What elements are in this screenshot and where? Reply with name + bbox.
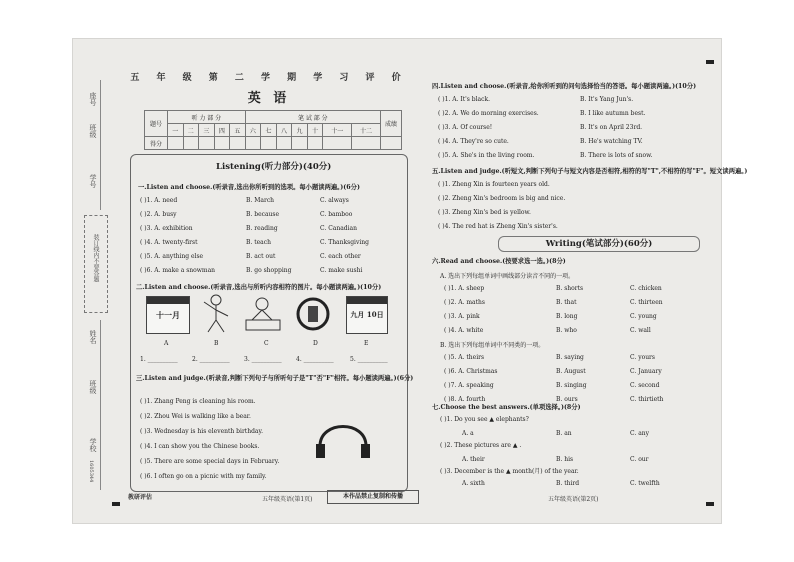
score-cell: 十一: [323, 124, 352, 137]
page-number-2: 五年级英语(第2页): [548, 496, 599, 503]
s6-q1-b: B. shorts: [556, 285, 584, 292]
score-cell: 得分: [145, 137, 168, 150]
score-input-3[interactable]: [199, 137, 215, 150]
s6-q2-c: C. thirteen: [630, 299, 663, 306]
calendar-label: 十一月: [156, 310, 180, 320]
s6-q3-c: C. young: [630, 313, 657, 320]
calendar-september-image: [346, 296, 388, 334]
s5-q2[interactable]: ( )2. Zheng Xin's bedroom is big and nice.: [438, 195, 566, 202]
s7-q1-a: A. a: [462, 430, 474, 437]
side-label-class2: 班级: [89, 380, 97, 394]
score-cell: 十: [307, 124, 323, 137]
section-1-heading: 一.Listen and choose.(听录音,选出你所听到的选项。每小题读两遍。)(6分): [138, 184, 360, 191]
s4-q1[interactable]: ( )1. A. It's black.: [438, 96, 491, 103]
pic-letter-b: B: [214, 340, 219, 347]
s6-q8[interactable]: ( )8. A. fourth: [444, 396, 486, 403]
score-cell: 四: [214, 124, 230, 137]
s1-q1-b: B. March: [246, 197, 275, 204]
score-input-2[interactable]: [183, 137, 199, 150]
score-cell: 五: [230, 124, 246, 137]
score-input-8[interactable]: [276, 137, 292, 150]
score-input-12[interactable]: [352, 137, 381, 150]
s4-q2[interactable]: ( )2. A. We do morning exercises.: [438, 110, 539, 117]
s6-q2[interactable]: ( )2. A. maths: [444, 299, 485, 306]
side-divider: [100, 320, 101, 490]
s7-q3[interactable]: ( )3. December is the ▲ month(月) of the year.: [440, 468, 579, 475]
s6-q4-c: C. wall: [630, 327, 651, 334]
s6-q2-b: B. that: [556, 299, 577, 306]
s1-q4-c: C. Thanksgiving: [320, 239, 369, 246]
score-input-11[interactable]: [323, 137, 352, 150]
s6-q6-b: B. August: [556, 368, 586, 375]
score-input-5[interactable]: [230, 137, 246, 150]
s6-q7-c: C. second: [630, 382, 660, 389]
pic-letter-e: E: [364, 340, 369, 347]
answer-blank-2[interactable]: 2. __________: [192, 356, 230, 363]
s6-q6-c: C. January: [630, 368, 662, 375]
s5-q3[interactable]: ( )3. Zheng Xin's bed is yellow.: [438, 209, 531, 216]
no-sign-image: [296, 296, 330, 332]
side-label-school: 学校: [89, 438, 97, 452]
s7-q2-b: B. his: [556, 456, 574, 463]
headphones-icon: [312, 414, 374, 464]
registration-mark: [706, 502, 714, 506]
score-cell: 一: [168, 124, 184, 137]
calendar-november-image: [146, 296, 190, 334]
registration-mark: [112, 502, 120, 506]
section-5-heading: 五.Listen and judge.(听短文,判断下列句子与短文内容是否相符,相符的写"T",不相符的写"F"。短文读两遍。): [432, 168, 748, 175]
score-table: [144, 110, 402, 150]
s5-q4[interactable]: ( )4. The red hat is Zheng Xin's sister's.: [438, 223, 558, 230]
seal-box: [84, 215, 108, 313]
score-cell: 十二: [352, 124, 381, 137]
score-cell: 听 力 部 分: [168, 111, 246, 124]
s6-q3[interactable]: ( )3. A. pink: [444, 313, 480, 320]
s1-q3-c: C. Canadian: [320, 225, 358, 232]
section-3-heading: 三.Listen and judge.(听录音,判断下列句子与所听句子是"T"否"F"相符。每小题读两遍。)(6分): [136, 375, 414, 382]
s7-q3-b: B. third: [556, 480, 580, 487]
answer-blank-5[interactable]: 5. __________: [350, 356, 388, 363]
registration-mark: [706, 60, 714, 64]
s1-q3[interactable]: ( )3. A. exhibition: [140, 225, 193, 232]
writing-title: Writing(笔试部分)(60分): [498, 236, 700, 252]
s7-q1-b: B. an: [556, 430, 572, 437]
header: [130, 70, 408, 106]
score-input-10[interactable]: [307, 137, 323, 150]
s1-q4-b: B. teach: [246, 239, 271, 246]
s3-q1[interactable]: ( )1. Zhang Peng is cleaning his room.: [140, 398, 256, 405]
s7-q1[interactable]: ( )1. Do you see ▲ elephants?: [440, 416, 529, 423]
s1-q6[interactable]: ( )6. A. make a snowman: [140, 267, 216, 274]
s6-q7-b: B. singing: [556, 382, 587, 389]
s4-q5[interactable]: ( )5. A. She's in the living room.: [438, 152, 535, 159]
section-4-heading: 四.Listen and choose.(听录音,给你所听到的问句选择恰当的答语。每小题读两遍。)(10分): [432, 83, 697, 90]
score-cell: 七: [261, 124, 277, 137]
pic-letter-d: D: [313, 340, 318, 347]
subject-title: 英 语: [247, 91, 291, 106]
s4-q5-b: B. There is lots of snow.: [580, 152, 653, 159]
s3-q4[interactable]: ( )4. I can show you the Chinese books.: [140, 443, 260, 450]
s4-q3[interactable]: ( )3. A. Of course!: [438, 124, 493, 131]
s1-q6-b: B. go shopping: [246, 267, 292, 274]
page-number-1: 五年级英语(第1页): [262, 496, 313, 503]
s6-q4[interactable]: ( )4. A. white: [444, 327, 484, 334]
s1-q5[interactable]: ( )5. A. anything else: [140, 253, 204, 260]
s6-q4-b: B. who: [556, 327, 577, 334]
s1-q3-b: B. reading: [246, 225, 278, 232]
s1-q4[interactable]: ( )4. A. twenty-first: [140, 239, 198, 246]
s7-q1-c: C. any: [630, 430, 650, 437]
score-cell: 成绩: [381, 111, 402, 137]
exam-title: 五 年 级 第 二 学 期 学 习 评 价: [130, 73, 408, 83]
s6-q5[interactable]: ( )5. A. theirs: [444, 354, 485, 361]
s6-part-b-instruction: B. 选出下列每组单词中不同类的一项。: [440, 342, 545, 349]
score-cell: 二: [183, 124, 199, 137]
s7-q3-a: A. sixth: [462, 480, 485, 487]
s6-q1[interactable]: ( )1. A. sheep: [444, 285, 485, 292]
answer-blank-3[interactable]: 3. __________: [244, 356, 282, 363]
side-code: 1605344: [88, 460, 94, 483]
score-cell: 九: [292, 124, 308, 137]
s1-q5-c: C. each other: [320, 253, 361, 260]
s4-q2-b: B. I like autumn best.: [580, 110, 646, 117]
score-input-4[interactable]: [214, 137, 230, 150]
student-reading-image: [240, 294, 286, 336]
s1-q1-c: C. always: [320, 197, 349, 204]
s3-q5[interactable]: ( )5. There are some special days in February.: [140, 458, 280, 465]
s6-q1-c: C. chicken: [630, 285, 662, 292]
s5-q1[interactable]: ( )1. Zheng Xin is fourteen years old.: [438, 181, 550, 188]
s6-q7[interactable]: ( )7. A. speaking: [444, 382, 494, 389]
section-6-heading: 六.Read and choose.(按要求选一选。)(8分): [432, 258, 566, 265]
calendar-label: 九月 10日: [350, 310, 384, 319]
score-cell: 三: [199, 124, 215, 137]
s6-part-a-instruction: A. 选出下列每组单词中画线部分读音不同的一项。: [440, 273, 575, 280]
s4-q4-b: B. He's watching TV.: [580, 138, 643, 145]
brand-footer: 教研评估: [128, 494, 153, 501]
pic-letter-a: A: [164, 340, 169, 347]
s3-q3[interactable]: ( )3. Wednesday is his eleventh birthday.: [140, 428, 264, 435]
s1-q2-b: B. because: [246, 211, 280, 218]
s6-q3-b: B. long: [556, 313, 578, 320]
copyright-stamp: 本作品禁止复制和传播: [327, 490, 419, 504]
side-label-name: 姓名: [89, 330, 97, 344]
s4-q3-b: B. It's on April 23rd.: [580, 124, 643, 131]
score-input-total[interactable]: [381, 137, 402, 150]
s1-q1[interactable]: ( )1. A. need: [140, 197, 178, 204]
seal-text: 装订线内不要答题: [92, 234, 99, 282]
s6-q6[interactable]: ( )6. A. Christmas: [444, 368, 498, 375]
score-input-7[interactable]: [261, 137, 277, 150]
dancing-person-image: [196, 292, 236, 336]
s6-q5-b: B. saying: [556, 354, 584, 361]
score-input-1[interactable]: [168, 137, 184, 150]
answer-blank-1[interactable]: 1. __________: [140, 356, 178, 363]
side-label-seat: 座号: [89, 92, 97, 106]
s6-q8-c: C. thirtieth: [630, 396, 664, 403]
score-cell: 笔 试 部 分: [245, 111, 380, 124]
s4-q1-b: B. It's Yang Jun's.: [580, 96, 634, 103]
answer-blank-4[interactable]: 4. __________: [296, 356, 334, 363]
section-7-heading: 七.Choose the best answers.(单项选择。)(8分): [432, 404, 581, 411]
s7-q3-c: C. twelfth: [630, 480, 660, 487]
s4-q4[interactable]: ( )4. A. They're so cute.: [438, 138, 509, 145]
s6-q8-b: B. ours: [556, 396, 578, 403]
score-input-6[interactable]: [245, 137, 261, 150]
score-input-9[interactable]: [292, 137, 308, 150]
s1-q2[interactable]: ( )2. A. busy: [140, 211, 177, 218]
section-2-heading: 二.Listen and choose.(听录音,选出与所听内容相符的图片。每小题读两遍。)(10分): [136, 284, 382, 291]
side-label-class: 班级: [89, 124, 97, 138]
s1-q2-c: C. bamboo: [320, 211, 353, 218]
s7-q2-c: C. our: [630, 456, 649, 463]
s3-q6[interactable]: ( )6. I often go on a picnic with my family.: [140, 473, 267, 480]
pic-letter-c: C: [264, 340, 269, 347]
s7-q2[interactable]: ( )2. These pictures are ▲ .: [440, 442, 522, 449]
listening-title: Listening(听力部分)(40分): [216, 162, 332, 172]
s1-q5-b: B. act out: [246, 253, 276, 260]
s1-q6-c: C. make sushi: [320, 267, 363, 274]
s7-q2-a: A. their: [462, 456, 485, 463]
s6-q5-c: C. yours: [630, 354, 656, 361]
side-label-number: 学号: [89, 174, 97, 188]
side-divider: [100, 80, 101, 210]
score-cell: 八: [276, 124, 292, 137]
score-cell: 六: [245, 124, 261, 137]
s3-q2[interactable]: ( )2. Zhou Wei is walking like a bear.: [140, 413, 251, 420]
score-cell: 题号: [145, 111, 168, 137]
